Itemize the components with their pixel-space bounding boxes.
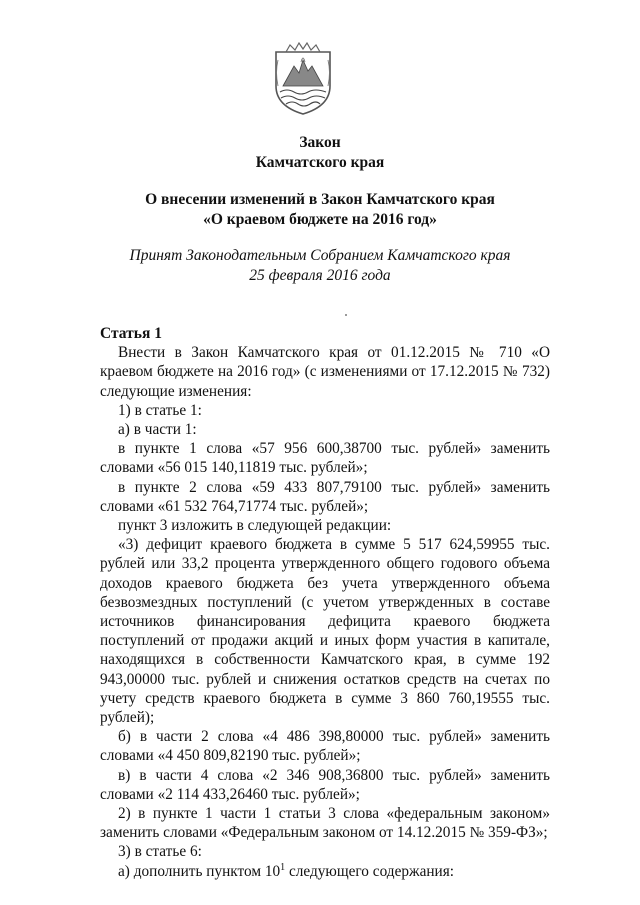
add-point-text: а) дополнить пунктом 10 <box>118 862 281 880</box>
kamchatka-coat-of-arms-icon <box>272 42 334 116</box>
law-subject-line1: О внесении изменений в Закон Камчатского края <box>145 191 495 208</box>
paragraph-subitem-a: а) в части 1: <box>118 421 197 439</box>
paragraph-subitem-b: б) в части 2 слова «4 486 398,80000 тыс. рублей» заменить словами «4 450 809,82190 тыс. рублей»; <box>100 728 550 765</box>
add-point-tail: следующего содержания: <box>285 862 455 880</box>
article-heading: Статья 1 <box>100 325 162 342</box>
paragraph-item-3: 3) в статье 6: <box>118 843 202 861</box>
adoption-date: 25 февраля 2016 года <box>249 267 391 284</box>
paragraph-intro: Внести в Закон Камчатского края от 01.12.2015 № 710 «О краевом бюджете на 2016 год» (с изменениями от 17.12.2015 № 732) следующие изменения: <box>100 344 550 400</box>
paragraph-point-3-intro: пункт 3 изложить в следующей редакции: <box>118 517 392 535</box>
paragraph-point-3-text: «3) дефицит краевого бюджета в сумме 5 517 624,59955 тыс. рублей или 33,2 процента утвержденного общего годового объема доходов краевого бюджета без учета утвержденного объема безвозмездных поступлений (с учетом утвержденных в составе источников финансирования дефицита краевого бюджета поступлений от продажи акций и иных форм участия в капитале, находящихся в собственности Камчатского края, в сумме 192 943,00000 тыс. рублей и снижения остатков средств на счетах по учету средств краевого бюджета в сумме 3 860 760,19555 тыс. рублей); <box>100 536 550 727</box>
law-region: Камчатского края <box>255 154 385 171</box>
paragraph-item-2: 2) в пункте 1 части 1 статьи 3 слова «федеральным законом» заменить словами «Федеральным законом от 14.12.2015 № 359-ФЗ»; <box>100 805 550 842</box>
law-title: Закон <box>299 134 341 151</box>
paragraph-point-2: в пункте 2 слова «59 433 807,79100 тыс. рублей» заменить словами «61 532 764,71774 тыс. рублей»; <box>100 478 550 515</box>
scan-speck <box>345 314 347 316</box>
article-body <box>100 324 550 881</box>
paragraph-item-1: 1) в статье 1: <box>118 401 202 419</box>
adoption-line1: Принят Законодательным Собранием Камчатского края <box>129 247 511 264</box>
paragraph-subitem-v: в) в части 4 слова «2 346 908,36800 тыс. рублей» заменить словами «2 114 433,26460 тыс. рублей»; <box>100 766 550 803</box>
paragraph-subitem-a-add <box>100 862 550 881</box>
point-superscript: 1 <box>280 861 286 873</box>
paragraph-point-1: в пункте 1 слова «57 956 600,38700 тыс. рублей» заменить словами «56 015 140,11819 тыс. рублей»; <box>100 440 550 477</box>
law-subject-line2: «О краевом бюджете на 2016 год» <box>203 211 437 228</box>
